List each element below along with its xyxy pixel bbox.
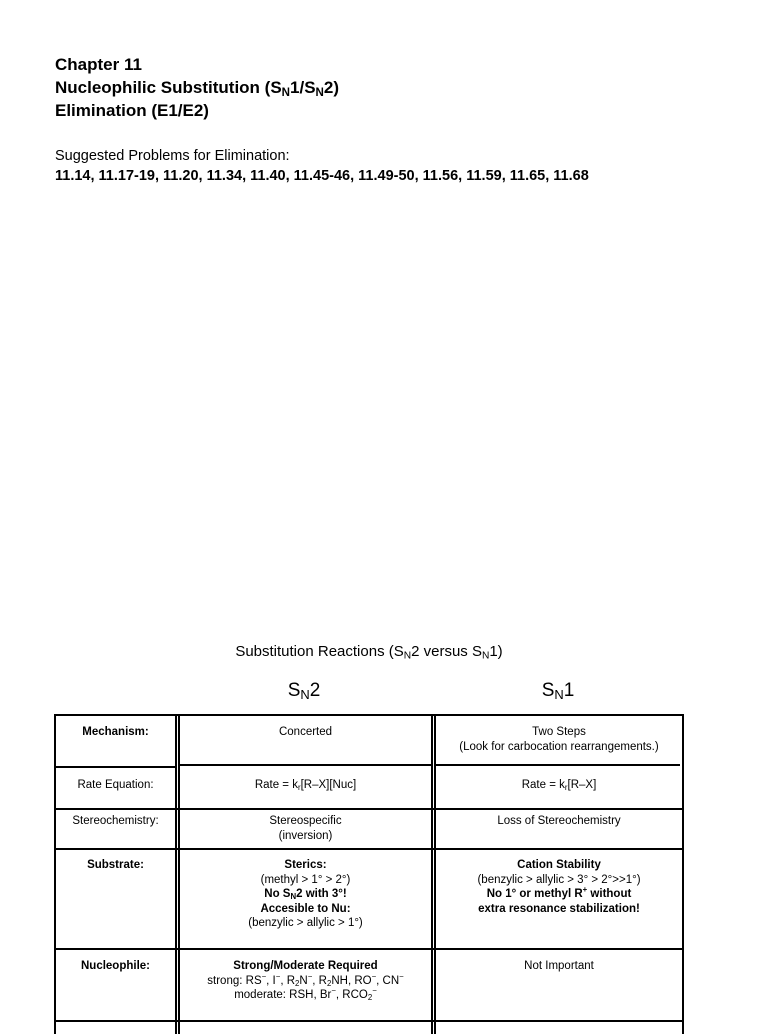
table-border-right xyxy=(682,714,684,1034)
chapter-heading xyxy=(55,53,339,122)
suggested-problems-list: 11.14, 11.17-19, 11.20, 11.34, 11.40, 11.45-46, 11.49-50, 11.56, 11.59, 11.65, 11.68 xyxy=(55,168,589,184)
row-divider-5 xyxy=(54,1020,684,1022)
row-label-mechanism: Mechanism: xyxy=(82,726,149,738)
row-label-rate-equation: Rate Equation: xyxy=(77,779,154,791)
row-divider-2 xyxy=(54,808,684,810)
chapter-title: Chapter 11 xyxy=(55,55,142,74)
sn1-rate-equation: Rate = $k_r[R-X]$ xyxy=(521,779,597,792)
sn2-stereochemistry: Stereospecific (inversion) xyxy=(269,815,342,842)
sn2-mechanism: Concerted xyxy=(278,726,333,738)
row-divider-1c xyxy=(434,764,680,766)
sn2-rate-equation: Rate = $k_r[R-X][Nuc]$ xyxy=(254,779,357,792)
sn1-nucleophile: Not Important xyxy=(524,960,594,972)
table-title: Substitution Reactions ($S_N2$ versus $S_N1$) xyxy=(235,643,503,662)
row-divider-4 xyxy=(54,948,684,950)
column-header-sn2: $S_N2$ xyxy=(287,680,321,703)
table-divider-2 xyxy=(431,714,433,1034)
table-border-left xyxy=(54,714,56,1034)
row-label-stereochemistry: Stereochemistry: xyxy=(72,815,159,827)
sn1-substrate: Cation Stability (benzylic > allylic > 3° > 2°>>1°) No 1° or methyl R+ without extra resonance stabilization! xyxy=(477,859,641,915)
sn2-substrate: Sterics: (methyl > 1° > 2°) No $S_N2$ with 3°! Accesible to Nu: (benzylic > allylic > 1°) xyxy=(248,859,363,929)
suggested-problems xyxy=(55,146,589,186)
chapter-subtitle-substitution: Nucleophilic Substitution $(S_N1/S_N2)$ xyxy=(55,78,340,99)
row-label-nucleophile: Nucleophile: xyxy=(80,960,150,972)
sn2-nucleophile: Strong/Moderate Required strong: RS−, I−, $R_2N^-$, $R_2NH$, RO−, CN− moderate: RSH, Br−, $RCO_2^-$ xyxy=(207,960,404,1002)
sn1-mechanism: Two Steps (Look for carbocation rearrangements.) xyxy=(459,726,659,753)
row-divider-1b xyxy=(178,764,431,766)
comparison-table xyxy=(54,714,684,1034)
row-divider-3 xyxy=(54,848,684,850)
suggested-problems-label: Suggested Problems for Elimination: xyxy=(55,148,290,164)
row-label-substrate: Substrate: xyxy=(87,859,144,871)
table-border-top xyxy=(54,714,684,716)
chapter-subtitle-elimination: Elimination (E1/E2) xyxy=(55,101,209,120)
column-header-sn1: $S_N1$ xyxy=(541,680,575,703)
sn1-stereochemistry: Loss of Stereochemistry xyxy=(497,815,621,827)
table-divider-1 xyxy=(175,714,177,1034)
row-divider-1a xyxy=(54,766,175,768)
